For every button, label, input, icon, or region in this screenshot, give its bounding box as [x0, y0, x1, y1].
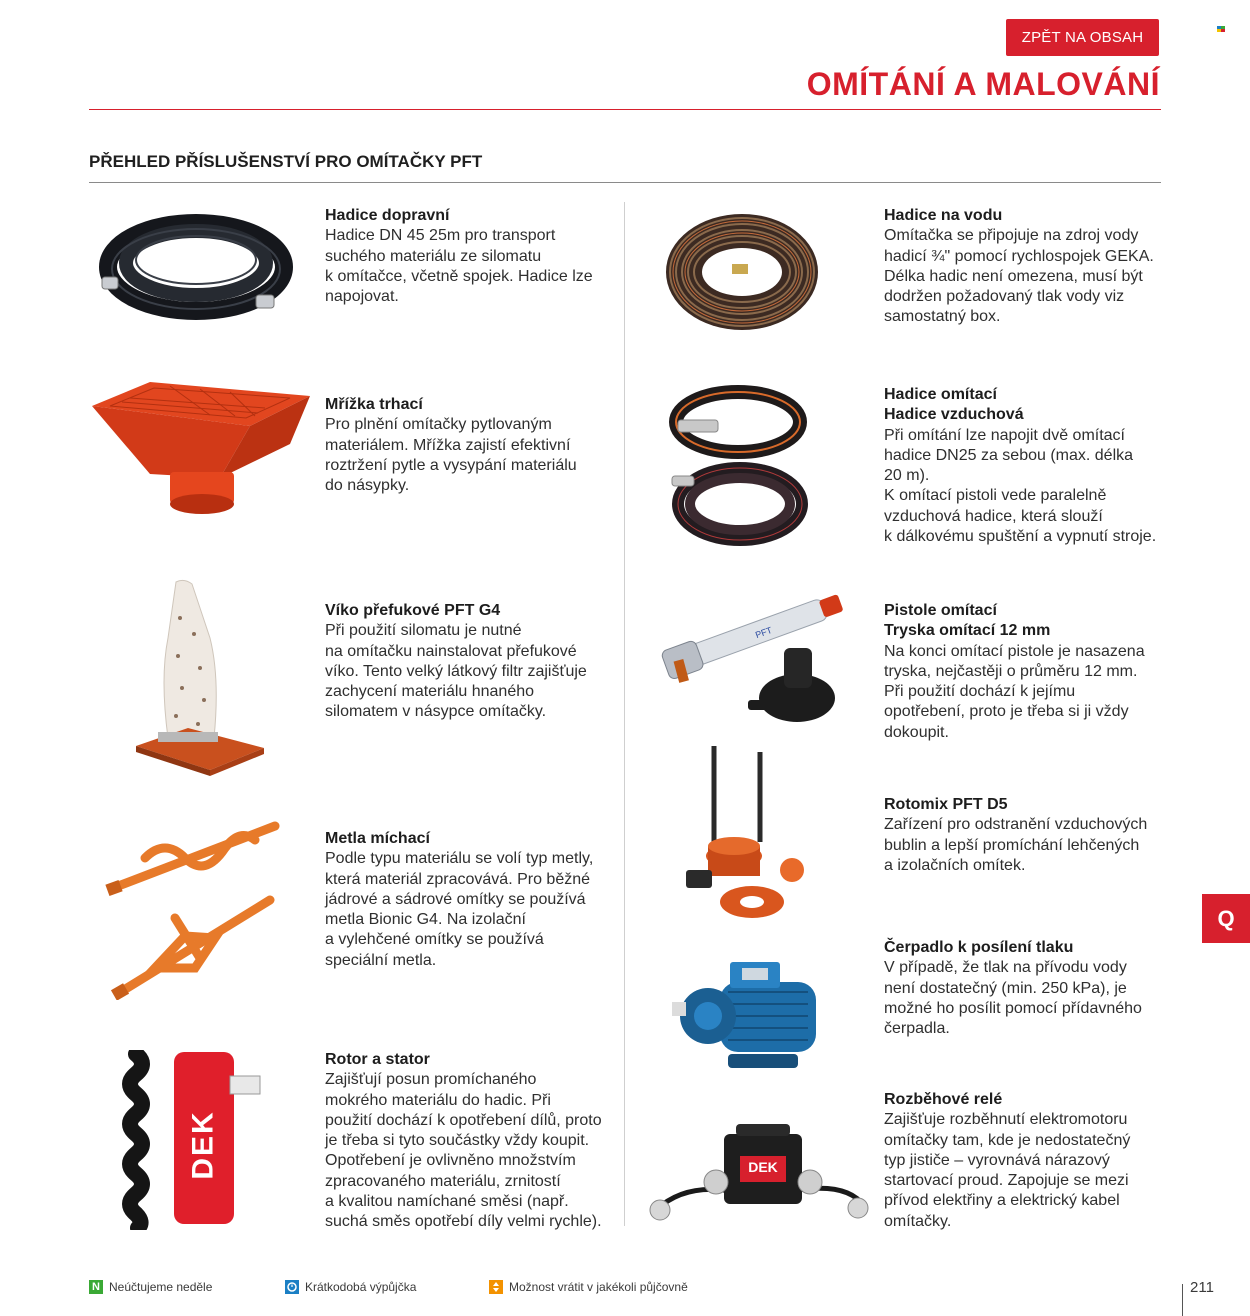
item-conveying-hose	[325, 206, 615, 307]
page-number-divider	[1182, 1284, 1183, 1316]
item-line: mokrého materiálu do hadic. Při	[325, 1091, 551, 1109]
item-blow-lid	[325, 601, 615, 723]
item-title: Víko přefukové PFT G4	[325, 602, 501, 619]
item-line: Na konci omítací pistole je nasazena	[884, 642, 1145, 660]
item-line: roztržení pytle a vysypání materiálu	[325, 456, 577, 474]
item-title: Rotomix PFT D5	[884, 796, 1008, 813]
item-line: která materiál zpracovává. Pro běžné	[325, 870, 591, 888]
blow-lid-filter-image	[118, 578, 268, 776]
item-line: napojovat.	[325, 288, 399, 306]
item-title: Mřížka trhací	[325, 396, 423, 413]
item-line: k omítačce, včetně spojek. Hadice lze	[325, 267, 593, 285]
item-water-hose	[884, 206, 1184, 328]
item-line: typ jističe – vyrovnává nárazový	[884, 1151, 1110, 1169]
chapter-tab[interactable]: Q	[1202, 894, 1250, 943]
item-title: Rotor a stator	[325, 1051, 430, 1068]
page-title: OMÍTÁNÍ A MALOVÁNÍ	[806, 66, 1160, 102]
item-title: Čerpadlo k posílení tlaku	[884, 939, 1074, 956]
item-line: a vylehčené omítky se používá	[325, 931, 544, 949]
item-line: do násypky.	[325, 477, 410, 495]
item-line: zachycení materiálu hnaného	[325, 683, 535, 701]
item-line: k dálkovému spuštění a vypnutí stroje.	[884, 528, 1157, 546]
color-mark-icon	[1217, 26, 1226, 33]
page-number: 211	[1190, 1279, 1214, 1296]
legend-no-sundays	[89, 1280, 212, 1294]
start-relay-image	[646, 1122, 872, 1227]
item-line: Při použití dochází k jejímu	[884, 683, 1076, 701]
bag-grate-image	[90, 378, 312, 520]
item-line: omítačky tam, kde je nedostatečný	[884, 1131, 1131, 1149]
item-line: Opotřebení je ovlivněno množstvím	[325, 1152, 576, 1170]
rotor-stator-image	[118, 1050, 263, 1230]
item-line: Omítačka se připojuje na zdroj vody	[884, 227, 1139, 245]
column-divider	[624, 202, 625, 1226]
item-line: suchého materiálu ze silomatu	[325, 247, 542, 265]
item-line: bublin a lepší promíchání lehčených	[884, 836, 1140, 854]
booster-pump-image	[668, 958, 823, 1093]
section-divider	[89, 182, 1161, 183]
item-line: Při omítání lze napojit dvě omítací	[884, 426, 1125, 444]
rotomix-image	[684, 742, 814, 928]
item-line: zpracovaného materiálu, zrnitostí	[325, 1172, 561, 1190]
item-line: vzduchová hadice, která slouží	[884, 507, 1103, 525]
item-title-secondary: Hadice vzduchová	[884, 406, 1024, 424]
item-line: dodržen požadovaný tlak vody viz	[884, 288, 1125, 306]
item-line: Délka hadic není omezena, musí být	[884, 267, 1143, 285]
item-title: Metla míchací	[325, 830, 430, 847]
item-line: Hadice DN 45 25m pro transport	[325, 227, 556, 245]
item-line: dokoupit.	[884, 723, 949, 741]
return-anywhere-icon	[489, 1280, 503, 1294]
item-line: je třeba si tyto součástky vždy koupit.	[325, 1132, 590, 1150]
title-divider	[89, 109, 1161, 110]
stator-brand-text: DEK	[187, 1110, 220, 1180]
plaster-air-hose-image	[668, 380, 814, 555]
item-line: metla Bionic G4. Na izolační	[325, 911, 526, 929]
item-line: K omítací pistoli vede paralelně	[884, 487, 1107, 505]
legend-short-term	[285, 1280, 416, 1294]
item-booster-pump	[884, 938, 1184, 1039]
item-line: hadice DN25 za sebou (max. délka	[884, 446, 1134, 464]
item-line: Pro plnění omítačky pytlovaným	[325, 416, 552, 434]
legend-label: Neúčtujeme neděle	[109, 1280, 213, 1294]
legend-any-branch-return	[489, 1280, 688, 1294]
legend-label: Možnost vrátit v jakékoli půjčovně	[509, 1280, 688, 1294]
item-line: jádrové a sádrové omítky se používá	[325, 890, 586, 908]
item-line: opotřebení, proto je třeba si ji vždy	[884, 703, 1129, 721]
item-line: není dostatečný (min. 250 kPa), je	[884, 979, 1127, 997]
sunday-free-icon: N	[89, 1280, 103, 1294]
item-line: speciální metla.	[325, 951, 437, 969]
water-hose-image	[662, 206, 824, 336]
item-mixing-whisk	[325, 829, 615, 971]
item-line: a izolačních omítek.	[884, 856, 1026, 874]
spray-gun-nozzle-image	[652, 590, 852, 730]
item-line: Při použití silomatu je nutné	[325, 622, 522, 640]
item-line: samostatný box.	[884, 308, 1001, 326]
item-bag-grate	[325, 395, 615, 496]
item-line: materiálem. Mřížka zajistí efektivní	[325, 436, 571, 454]
item-line: hadicí ¾" pomocí rychlospojek GEKA.	[884, 247, 1154, 265]
conveying-hose-image	[98, 205, 298, 320]
item-rotor-stator	[325, 1050, 615, 1233]
item-line: Zařízení pro odstranění vzduchových	[884, 816, 1148, 834]
item-line: čerpadla.	[884, 1020, 950, 1038]
item-start-relay	[884, 1090, 1184, 1232]
item-line: Zajišťují posun promíchaného	[325, 1071, 537, 1089]
svg-text:PFT: PFT	[753, 624, 774, 641]
item-line: Zajišťuje rozběhnutí elektromotoru	[884, 1111, 1128, 1129]
short-term-loan-icon	[285, 1280, 299, 1294]
item-spray-gun	[884, 601, 1184, 743]
item-rotomix	[884, 795, 1184, 876]
item-line: tryska, nejčastěji o průměru 12 mm.	[884, 662, 1138, 680]
item-line: použití dochází k opotřebení dílů, proto	[325, 1111, 602, 1129]
item-line: přívod elektřiny a elektrický kabel	[884, 1192, 1120, 1210]
item-line: silomatem v násypce omítačky.	[325, 703, 547, 721]
section-title: PŘEHLED PŘÍSLUŠENSTVÍ PRO OMÍTAČKY PFT	[89, 152, 483, 171]
item-line: a kvalitou namíchané směsi (např.	[325, 1193, 569, 1211]
legend-label: Krátkodobá výpůjčka	[305, 1280, 417, 1294]
item-line: Podle typu materiálu se volí typ metly,	[325, 850, 594, 868]
item-title: Hadice dopravní	[325, 207, 450, 224]
item-title: Pistole omítací	[884, 602, 997, 619]
stator-brand-logo	[178, 1090, 230, 1200]
item-line: startovací proud. Zapojuje se mezi	[884, 1172, 1129, 1190]
item-line: 20 m).	[884, 467, 930, 485]
item-title: Rozběhové relé	[884, 1091, 1003, 1108]
back-to-contents-button[interactable]: ZPĚT NA OBSAH	[1006, 19, 1159, 56]
item-line: V případě, že tlak na přívodu vody	[884, 959, 1127, 977]
item-plaster-air-hose	[884, 385, 1184, 547]
item-line: omítačky.	[884, 1212, 952, 1230]
item-line: možné ho posílit pomocí přídavného	[884, 999, 1142, 1017]
item-line: na omítačku nainstalovat přefukové	[325, 642, 577, 660]
item-line: suchá směs opotřebí díly velmi rychle).	[325, 1213, 602, 1231]
item-title: Hadice na vodu	[884, 207, 1003, 224]
item-title-secondary: Tryska omítací 12 mm	[884, 622, 1051, 640]
item-title: Hadice omítací	[884, 386, 997, 403]
item-line: víko. Tento velký látkový filtr zajišťuje	[325, 662, 587, 680]
relay-brand-text: DEK	[748, 1159, 778, 1175]
mixing-whisk-image	[105, 818, 285, 1000]
